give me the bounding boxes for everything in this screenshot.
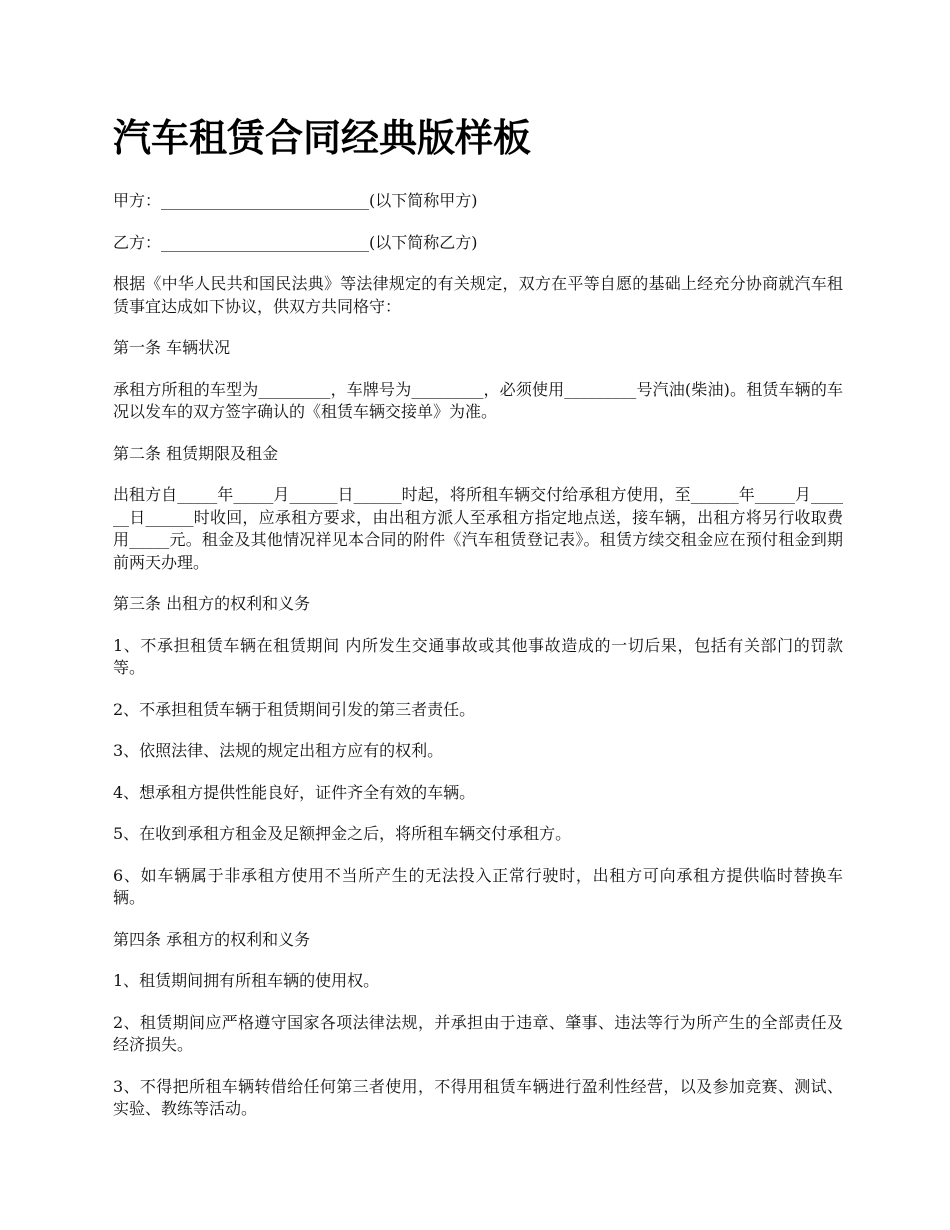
article-3-clause-4: 4、想承租方提供性能良好，证件齐全有效的车辆。: [113, 782, 476, 802]
article-1-body: 承租方所租的车型为_________，车牌号为_________，必须使用_________号汽油(柴油)。租赁车辆的车况以发车的双方签字确认的《租赁车辆交接单》为准。: [113, 379, 843, 421]
document-title: 汽车租赁合同经典版样板: [113, 115, 532, 160]
article-3-clause-1: 1、不承担租赁车辆在租赁期间 内所发生交通事故或其他事故造成的一切后果，包括有关部门的罚款等。: [113, 635, 843, 677]
document-page: [113, 112, 843, 1140]
article-4-clause-3: 3、不得把所租车辆转借给任何第三者使用，不得用租赁车辆进行盈利性经营，以及参加竞赛、测试、实验、教练等活动。: [113, 1076, 843, 1118]
article-4-heading: 第四条 承租方的权利和义务: [113, 929, 311, 949]
article-3-clause-6: 6、如车辆属于非承租方使用不当所产生的无法投入正常行驶时，出租方可向承租方提供临时替换车辆。: [113, 865, 843, 907]
article-3-clause-5: 5、在收到承租方租金及足额押金之后，将所租车辆交付承租方。: [113, 824, 572, 843]
article-3-clause-2: 2、不承担租赁车辆于租赁期间引发的第三者责任。: [113, 699, 476, 719]
party-a-line: 甲方：__________________________(以下简称甲方): [113, 191, 478, 210]
party-b-line: 乙方：__________________________(以下简称乙方): [113, 232, 478, 252]
article-2-body: 出租方自_____年_____月______日______时起，将所租车辆交付给承租方使用，至______年_____月______日______时收回，应承租方要求，由出租方派人至承租方指定地点送，接车辆，出租方将另行收取费用_____元。租金及其他情况祥见本合同的附件《汽车租赁登记表》。租赁方续交租金应在预付租金到期前两天办理。: [113, 485, 843, 572]
article-3-heading: 第三条 出租方的权利和义务: [113, 594, 311, 613]
article-4-clause-2: 2、租赁期间应严格遵守国家各项法律法规，并承担由于违章、肇事、违法等行为所产生的全部责任及经济损失。: [113, 1012, 843, 1054]
article-3-clause-3: 3、依照法律、法规的规定出租方应有的权利。: [113, 741, 444, 760]
preamble-paragraph: 根据《中华人民共和国民法典》等法律规定的有关规定，双方在平等自愿的基础上经充分协商就汽车租赁事宜达成如下协议，供双方共同格守：: [113, 274, 843, 316]
article-2-heading: 第二条 租赁期限及租金: [113, 443, 279, 463]
article-4-clause-1: 1、租赁期间拥有所租车辆的使用权。: [113, 971, 380, 990]
article-1-heading: 第一条 车辆状况: [113, 338, 231, 357]
